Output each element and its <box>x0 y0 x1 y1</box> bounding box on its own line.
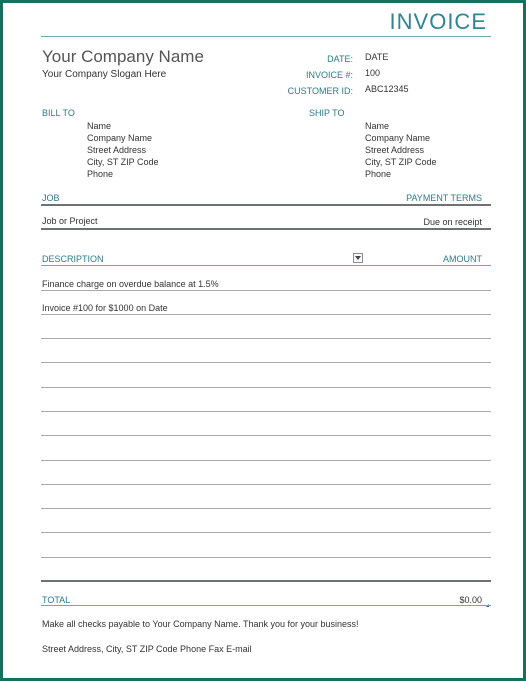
customer-id-value[interactable]: ABC12345 <box>365 84 409 94</box>
bill-to-name[interactable]: Name <box>87 121 112 131</box>
invoice-number-value[interactable]: 100 <box>365 68 381 78</box>
job-header-rule <box>41 204 491 206</box>
total-bottom-rule <box>41 605 491 606</box>
table-row-line <box>41 460 491 461</box>
description-filter-dropdown[interactable] <box>353 253 363 263</box>
total-value: $0.00 <box>459 595 482 605</box>
table-row-line <box>41 532 491 533</box>
table-row-description[interactable]: Invoice #100 for $1000 on Date <box>42 303 168 313</box>
table-row-line <box>41 387 491 388</box>
date-label: DATE: <box>327 54 353 64</box>
chevron-down-icon <box>355 256 361 261</box>
invoice-number-label: INVOICE #: <box>305 70 353 80</box>
ship-to-street[interactable]: Street Address <box>365 145 425 155</box>
invoice-sheet <box>3 3 523 678</box>
footer-contact[interactable]: Street Address, City, ST ZIP Code Phone Fax E-mail <box>42 644 252 654</box>
bill-to-company[interactable]: Company Name <box>87 133 153 143</box>
payment-terms-label: PAYMENT TERMS <box>406 193 482 203</box>
bill-to-street[interactable]: Street Address <box>87 145 147 155</box>
job-value[interactable]: Job or Project <box>42 216 98 226</box>
invoice-title: INVOICE <box>389 9 487 34</box>
table-row-line <box>41 557 491 558</box>
description-header: DESCRIPTION <box>42 254 104 264</box>
ship-to-phone[interactable]: Phone <box>365 169 392 179</box>
job-label: JOB <box>42 193 60 203</box>
ship-to-name[interactable]: Name <box>365 121 390 131</box>
total-top-rule <box>41 580 491 582</box>
bill-to-city[interactable]: City, ST ZIP Code <box>87 157 159 167</box>
table-row-line <box>41 508 491 509</box>
table-row-line <box>41 362 491 363</box>
table-header-rule <box>41 265 491 266</box>
table-row-line <box>41 435 491 436</box>
amount-header: AMOUNT <box>443 254 482 264</box>
company-slogan[interactable]: Your Company Slogan Here <box>42 69 167 80</box>
customer-id-label: CUSTOMER ID: <box>287 86 353 96</box>
table-row-line <box>41 338 491 339</box>
ship-to-label: SHIP TO <box>309 108 345 118</box>
table-row-line <box>41 290 491 291</box>
payment-terms-value[interactable]: Due on receipt <box>423 217 482 227</box>
table-row-description[interactable]: Finance charge on overdue balance at 1.5% <box>42 279 219 289</box>
company-name[interactable]: Your Company Name <box>42 47 204 66</box>
job-bottom-rule <box>41 228 491 230</box>
bill-to-label: BILL TO <box>42 108 75 118</box>
bill-to-phone[interactable]: Phone <box>87 169 114 179</box>
ship-to-company[interactable]: Company Name <box>365 133 431 143</box>
date-value[interactable]: DATE <box>365 52 389 62</box>
table-row-line <box>41 314 491 315</box>
table-row-line <box>41 484 491 485</box>
title-rule <box>41 36 491 37</box>
table-row-line <box>41 411 491 412</box>
footer-thanks[interactable]: Make all checks payable to Your Company Name. Thank you for your business! <box>42 619 359 629</box>
total-label: TOTAL <box>42 595 71 605</box>
ship-to-city[interactable]: City, ST ZIP Code <box>365 157 437 167</box>
